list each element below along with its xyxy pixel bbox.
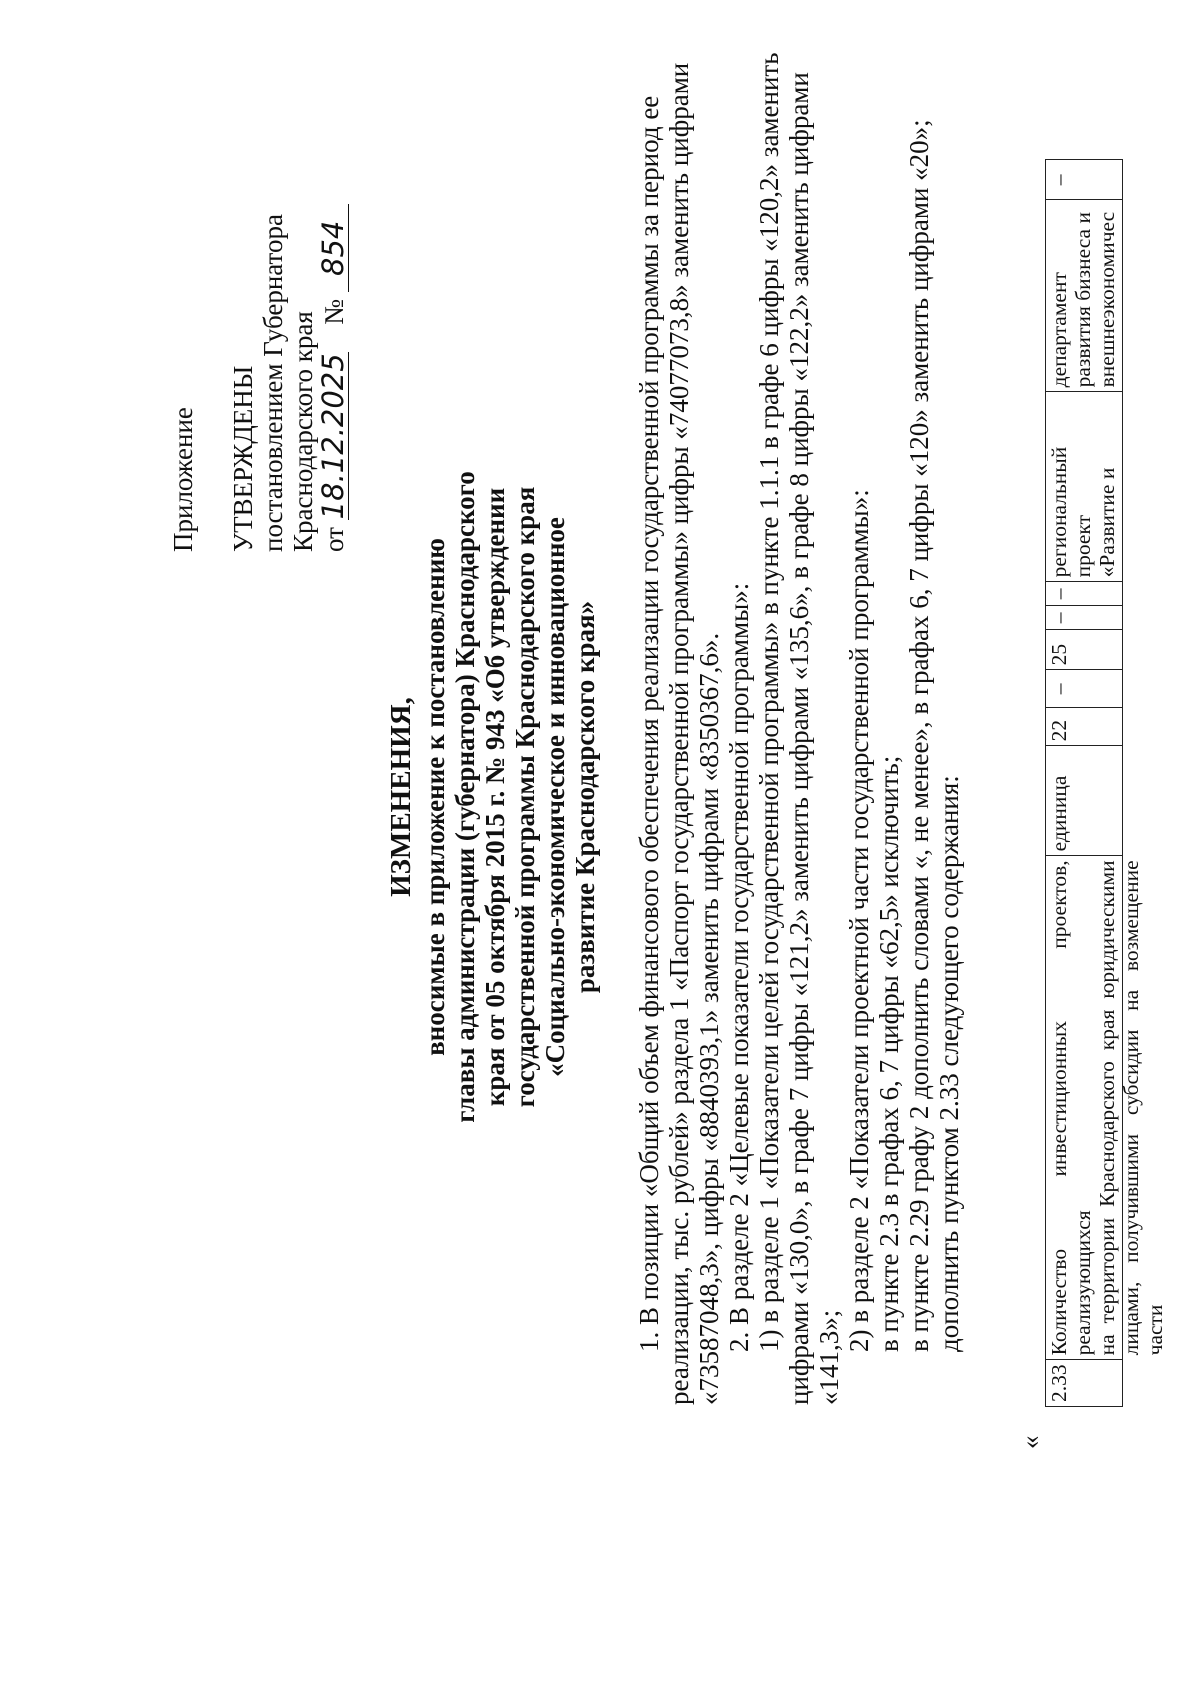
- title-line-3: края от 05 октября 2015 г. № 943 «Об утверждении: [480, 487, 510, 1107]
- title-line-6: развитие Краснодарского края»: [570, 600, 600, 994]
- cell-project: региональный проект «Развитие и: [1046, 392, 1123, 582]
- paragraph-3-line-1: 1) в разделе 1 «Показатели целей государственной программы» в пункте 1.1.1 в графе 6 цифры «120,2» заменить: [754, 52, 784, 1352]
- approval-number: 854: [318, 204, 349, 292]
- cell-col4: 22: [1046, 708, 1123, 746]
- cell-col7: –: [1046, 606, 1123, 630]
- paragraph-6: в пункте 2.29 графу 2 дополнить словами «, не менее», в графах 6, 7 цифры «120» заменить цифрами «20»;: [904, 119, 934, 1352]
- opening-quote: «: [1015, 1435, 1045, 1449]
- paragraph-5: в пункте 2.3 в графах 6, 7 цифры «62,5» исключить;: [874, 755, 904, 1352]
- approved-label: УТВЕРЖДЕНЫ: [228, 365, 258, 552]
- cell-col8: –: [1046, 582, 1123, 606]
- cell-indicator-name: Количество инвестиционных проектов, реализующихся на территории Краснодарского края юридическими лицами, получившими субсидии на возмещение части: [1046, 856, 1123, 1360]
- paragraph-1-line-2: реализации, тыс. рублей» раздела 1 «Паспорт государственной программы» цифры «74077073,8» заменить цифрами: [664, 62, 694, 1405]
- title-line-4: государственной программы Краснодарского края: [510, 486, 540, 1108]
- paragraph-2: 2. В разделе 2 «Целевые показатели государственной программы»:: [724, 582, 754, 1352]
- cell-unit: единица: [1046, 746, 1123, 856]
- region-label: Краснодарского края: [288, 311, 318, 552]
- from-label: от: [319, 527, 349, 552]
- approval-date-number-line: [318, 204, 349, 552]
- title-line-2: главы администрации (губернатора) Краснодарского: [450, 471, 480, 1123]
- paragraph-1-line-1: 1. В позиции «Общий объем финансового обеспечения реализации государственной программы за период ее: [634, 95, 664, 1352]
- document-heading: ИЗМЕНЕНИЯ,: [385, 697, 417, 897]
- paragraph-7: дополнить пунктом 2.33 следующего содержания:: [934, 775, 964, 1352]
- indicator-table: [1045, 159, 1167, 1407]
- title-line-1: вносимые в приложение к постановлению: [420, 538, 450, 1056]
- paragraph-4: 2) в разделе 2 «Показатели проектной части государственной программы»:: [844, 489, 874, 1352]
- cell-department: департамент развития бизнеса и внешнеэкономичес: [1046, 200, 1123, 392]
- title-line-5: «Социально-экономическое и инновационное: [540, 517, 570, 1077]
- paragraph-1-line-3: «73587048,3», цифры «8840393,1» заменить цифрами «8350367,6».: [694, 632, 724, 1405]
- paragraph-3-line-2: цифрами «130,0», в графе 7 цифры «121,2» заменить цифрами «135,6», в графе 8 цифры «122,2» заменить цифрами: [784, 72, 814, 1405]
- cell-col6: 25: [1046, 630, 1123, 670]
- cell-last: –: [1046, 160, 1123, 200]
- cell-col5: –: [1046, 670, 1123, 708]
- approval-date: 18.12.2025: [316, 353, 350, 520]
- paragraph-3-line-3: «141,3»;: [814, 1309, 844, 1405]
- number-label: №: [319, 299, 349, 325]
- resolution-label: постановлением Губернатора: [258, 214, 288, 552]
- cell-number: 2.33: [1046, 1360, 1123, 1407]
- appendix-label: Приложение: [168, 407, 198, 552]
- table-row: [1046, 160, 1123, 1407]
